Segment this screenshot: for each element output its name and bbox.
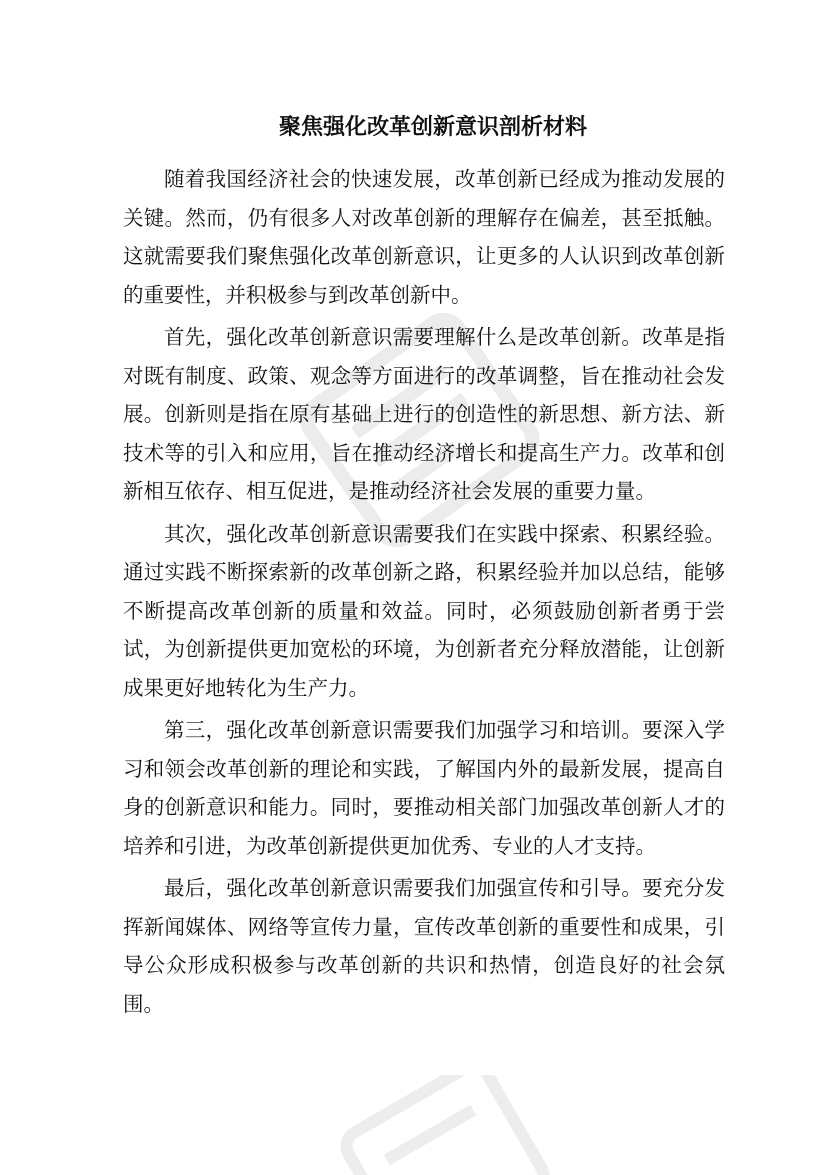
paragraph: 首先，强化改革创新意识需要理解什么是改革创新。改革是指对既有制度、政策、观念等方面进行的改革调整，旨在推动社会发展。创新则是指在原有基础上进行的创造性的新思想、新方法、新技术等的引入和应用，旨在推动经济增长和提高生产力。改革和创新相互依存、相互促进，是推动经济社会发展的重要力量。: [123, 325, 725, 503]
paragraph: 随着我国经济社会的快速发展，改革创新已经成为推动发展的关键。然而，仍有很多人对改革创新的理解存在偏差，甚至抵触。这就需要我们聚焦强化改革创新意识，让更多的人认识到改革创新的重要性，并积极参与到改革创新中。: [123, 167, 725, 307]
paragraph: 最后，强化改革创新意识需要我们加强宣传和引导。要充分发挥新闻媒体、网络等宣传力量，宣传改革创新的重要性和成果，引导公众形成积极参与改革创新的共识和热情，创造良好的社会氛围。: [123, 876, 725, 1016]
document-body: [123, 160, 725, 1023]
paragraph: 其次，强化改革创新意识需要我们在实践中探索、积累经验。通过实践不断探索新的改革创新之路，积累经验并加以总结，能够不断提高改革创新的质量和效益。同时，必须鼓励创新者勇于尝试，为创新提供更加宽松的环境，为创新者充分释放潜能，让创新成果更好地转化为生产力。: [123, 521, 725, 700]
paragraph: 第三，强化改革创新意识需要我们加强学习和培训。要深入学习和领会改革创新的理论和实践，了解国内外的最新发展，提高自身的创新意识和能力。同时，要推动相关部门加强改革创新人才的培养和引进，为改革创新提供更加优秀、专业的人才支持。: [123, 718, 725, 858]
watermark-logo-bottom: [300, 1075, 560, 1175]
document-title: 聚焦强化改革创新意识剖析材料: [278, 114, 587, 140]
